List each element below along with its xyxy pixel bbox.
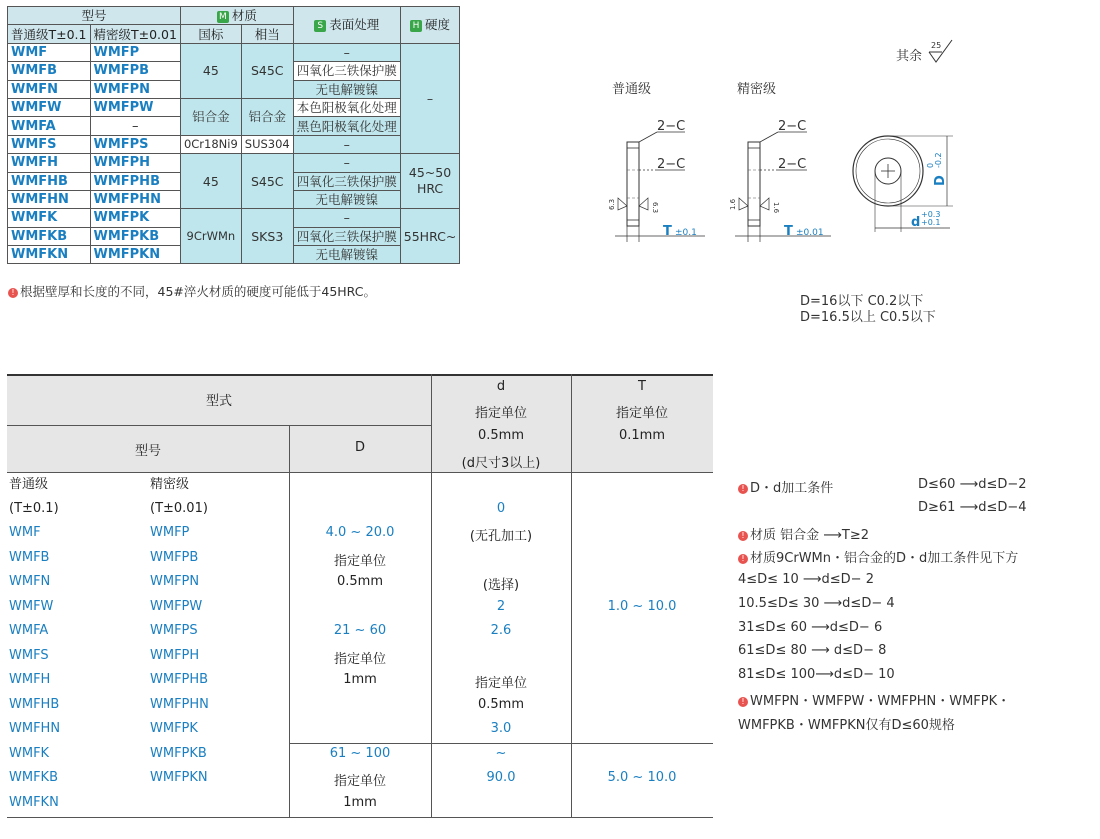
std-national-header: 国标 xyxy=(180,25,241,43)
material-equiv: SKS3 xyxy=(241,209,293,264)
D-unit: 指定单位 xyxy=(333,774,386,789)
D-unit: 指定单位 xyxy=(333,554,386,569)
material-equiv: S45C xyxy=(241,154,293,209)
svg-text:6.3: 6.3 xyxy=(608,198,616,210)
model-header: 型号 xyxy=(134,444,161,459)
order-precise-model: WMFPKN xyxy=(150,770,208,785)
order-precise-model: WMFPK xyxy=(150,721,198,736)
warning-icon: ! xyxy=(738,697,748,707)
material-equiv: S45C xyxy=(241,43,293,98)
order-normal-model: WMFN xyxy=(9,574,51,589)
order-normal-model: WMFS xyxy=(9,648,49,663)
spec-precise-model: WMFPH xyxy=(90,154,180,172)
order-precise-model: WMFPHN xyxy=(150,697,209,712)
d-unit-header: 指定单位 xyxy=(474,406,527,421)
order-normal-model: WMFB xyxy=(9,550,50,565)
surface-cell: 四氧化三铁保护膜 xyxy=(293,172,400,190)
svg-text:25: 25 xyxy=(931,41,942,50)
d-step: 0.5mm xyxy=(477,697,524,712)
spec-precise-model: WMFPK xyxy=(90,209,180,227)
svg-text:2−C: 2−C xyxy=(657,157,686,172)
material-header: M 材质 xyxy=(180,7,293,25)
warning-icon: ! xyxy=(8,288,18,298)
svg-text:d: d xyxy=(911,215,921,230)
T-range: 5.0 ~ 10.0 xyxy=(607,770,677,785)
surface-cell: 四氧化三铁保护膜 xyxy=(293,227,400,245)
order-normal-model: WMFA xyxy=(9,623,49,638)
material-condition-note: ! 材质9CrWMn・铝合金的D・d加工条件见下方 xyxy=(738,547,1018,566)
d-value: 2.6 xyxy=(490,623,512,638)
order-precise-model: WMFPS xyxy=(150,623,198,638)
T-unit-header: 指定单位 xyxy=(615,406,668,421)
order-normal-model: WMFKN xyxy=(9,795,59,810)
d-value: 3.0 xyxy=(490,721,512,736)
hardness-note: ! 根据壁厚和长度的不同，45#淬火材质的硬度可能低于45HRC。 xyxy=(8,282,376,300)
hardness-header: H 硬度 xyxy=(400,7,460,44)
warning-icon: ! xyxy=(738,484,748,494)
svg-text:0: 0 xyxy=(926,162,935,168)
svg-text:-0.2: -0.2 xyxy=(934,152,943,168)
material-badge-icon: M xyxy=(217,11,229,23)
material-national: 0Cr18Ni9 xyxy=(180,135,241,153)
order-precise-model: WMFPH xyxy=(150,648,200,663)
d-value: 0 xyxy=(496,501,506,516)
D-range: 61 ~ 100 xyxy=(329,746,391,761)
chamfer-condition-2: D=16.5以上 C0.5以下 xyxy=(800,310,936,325)
spec-precise-model: WMFPW xyxy=(90,98,180,116)
svg-text:2−C: 2−C xyxy=(778,119,807,134)
order-precise-model: WMFPW xyxy=(150,599,203,614)
d-step-header: 0.5mm xyxy=(477,428,524,443)
model-header: 型号 xyxy=(8,7,181,25)
std-equiv-header: 相当 xyxy=(241,25,293,43)
order-normal-model: WMFK xyxy=(9,746,50,761)
technical-drawing xyxy=(595,110,975,260)
spec-table xyxy=(7,6,460,264)
D-range: 21 ~ 60 xyxy=(333,623,387,638)
order-table xyxy=(7,374,713,818)
material-equiv: 铝合金 xyxy=(241,98,293,135)
surface-badge-icon: S xyxy=(314,20,326,32)
spec-normal-model: WMF xyxy=(8,43,91,61)
order-normal-model: WMFHN xyxy=(9,721,61,736)
hardness-badge-icon: H xyxy=(410,20,422,32)
normal-grade-header: 普通级T±0.1 xyxy=(8,25,91,43)
svg-text:+0.3: +0.3 xyxy=(921,210,941,219)
aluminum-note: ! 材质 铝合金 ⟶T≥2 xyxy=(738,524,869,543)
spec-precise-model: WMFPHB xyxy=(90,172,180,190)
spec-normal-model: WMFHN xyxy=(8,190,91,208)
spec-precise-model: WMFPKN xyxy=(90,246,180,264)
surface-cell: – xyxy=(293,209,400,227)
spec-precise-model: – xyxy=(90,117,180,135)
order-precise-model: WMFPKB xyxy=(150,746,207,761)
spec-precise-model: WMFPHN xyxy=(90,190,180,208)
spec-normal-model: WMFKB xyxy=(8,227,91,245)
condition-row: 61≤D≤ 80 ⟶ d≤D− 8 xyxy=(738,643,887,658)
D-range: 4.0 ~ 20.0 xyxy=(325,525,395,540)
material-national: 铝合金 xyxy=(180,98,241,135)
condition-row: 31≤D≤ 60 ⟶d≤D− 6 xyxy=(738,620,883,635)
condition-row: 81≤D≤ 100⟶d≤D− 10 xyxy=(738,667,895,682)
warning-icon: ! xyxy=(738,531,748,541)
precise-grade-label: 精密级 xyxy=(737,82,777,97)
material-national: 45 xyxy=(180,43,241,98)
d-note-header: (d尺寸3以上) xyxy=(461,456,541,471)
svg-text:±0.1: ±0.1 xyxy=(675,228,697,238)
order-normal-model: WMFHB xyxy=(9,697,60,712)
d-header: d xyxy=(496,379,506,394)
d-note: (选择) xyxy=(482,578,520,593)
size-limit-note-cont: WMFPKB・WMFPKN仅有D≤60规格 xyxy=(738,718,955,733)
spec-normal-model: WMFW xyxy=(8,98,91,116)
spec-normal-model: WMFKN xyxy=(8,246,91,264)
material-equiv: SUS304 xyxy=(241,135,293,153)
processing-condition-title: ! D・d加工条件 xyxy=(738,477,833,496)
size-limit-note: ! WMFPN・WMFPW・WMFPHN・WMFPK・ xyxy=(738,690,1010,709)
normal-grade-label: 普通级 xyxy=(612,82,652,97)
processing-condition-b: D≥61 ⟶d≤D−4 xyxy=(918,500,1027,515)
surface-cell: – xyxy=(293,43,400,61)
roughness-symbol-icon xyxy=(926,38,956,66)
D-header: D xyxy=(354,440,365,455)
svg-text:2−C: 2−C xyxy=(778,157,807,172)
D-step: 0.5mm xyxy=(336,574,383,589)
D-step: 1mm xyxy=(343,672,377,687)
D-unit: 指定单位 xyxy=(333,652,386,667)
hardness-cell: 45~50 HRC xyxy=(400,154,460,209)
order-precise-model: WMFPN xyxy=(150,574,200,589)
spec-normal-model: WMFA xyxy=(8,117,91,135)
surface-cell: 黑色阳极氧化处理 xyxy=(293,117,400,135)
order-normal-model: WMF xyxy=(9,525,41,540)
spec-precise-model: WMFPB xyxy=(90,62,180,80)
spec-normal-model: WMFB xyxy=(8,62,91,80)
svg-text:1.6: 1.6 xyxy=(729,198,737,210)
svg-text:±0.01: ±0.01 xyxy=(796,228,824,238)
order-normal-model: WMFKB xyxy=(9,770,58,785)
condition-row: 10.5≤D≤ 30 ⟶d≤D− 4 xyxy=(738,596,895,611)
condition-row: 4≤D≤ 10 ⟶d≤D− 2 xyxy=(738,572,874,587)
order-precise-model: WMFPHB xyxy=(150,672,209,687)
spec-normal-model: WMFS xyxy=(8,135,91,153)
surface-cell: 本色阳极氧化处理 xyxy=(293,98,400,116)
svg-text:2−C: 2−C xyxy=(657,119,686,134)
spec-precise-model: WMFPN xyxy=(90,80,180,98)
svg-text:1.6: 1.6 xyxy=(772,202,780,214)
svg-text:T: T xyxy=(784,224,793,239)
order-normal-model: WMFH xyxy=(9,672,51,687)
normal-grade-label: 普通级 xyxy=(9,477,49,492)
spec-normal-model: WMFHB xyxy=(8,172,91,190)
T-header: T xyxy=(638,379,646,394)
spec-normal-model: WMFN xyxy=(8,80,91,98)
T-step-header: 0.1mm xyxy=(618,428,665,443)
spec-precise-model: WMFPKB xyxy=(90,227,180,245)
spec-precise-model: WMFP xyxy=(90,43,180,61)
surface-cell: – xyxy=(293,154,400,172)
d-unit: 指定单位 xyxy=(474,676,527,691)
order-precise-model: WMFP xyxy=(150,525,190,540)
d-value: 2 xyxy=(496,599,506,614)
d-value: ~ xyxy=(495,746,507,761)
material-national: 9CrWMn xyxy=(180,209,241,264)
precise-grade-header: 精密级T±0.01 xyxy=(90,25,180,43)
spec-normal-model: WMFH xyxy=(8,154,91,172)
surface-cell: 四氧化三铁保护膜 xyxy=(293,62,400,80)
svg-text:D: D xyxy=(933,175,948,186)
precise-grade-tol: (T±0.01) xyxy=(150,501,208,516)
surface-cell: 无电解镀镍 xyxy=(293,190,400,208)
svg-text:6.3: 6.3 xyxy=(651,202,659,214)
normal-grade-tol: (T±0.1) xyxy=(9,501,59,516)
chamfer-condition-1: D=16以下 C0.2以下 xyxy=(800,294,924,309)
surface-cell: 无电解镀镍 xyxy=(293,80,400,98)
surface-cell: – xyxy=(293,135,400,153)
precise-side-view xyxy=(729,119,831,242)
precise-grade-label: 精密级 xyxy=(150,477,190,492)
warning-icon: ! xyxy=(738,554,748,564)
d-value: 90.0 xyxy=(486,770,516,785)
order-normal-model: WMFW xyxy=(9,599,54,614)
material-national: 45 xyxy=(180,154,241,209)
front-view xyxy=(853,136,953,232)
svg-text:T: T xyxy=(663,224,672,239)
T-range: 1.0 ~ 10.0 xyxy=(607,599,677,614)
rest-roughness-label: 其余 xyxy=(896,49,923,64)
hardness-cell: – xyxy=(400,43,460,153)
normal-side-view xyxy=(608,119,705,242)
d-note: (无孔加工) xyxy=(469,529,533,544)
type-header: 型式 xyxy=(205,394,232,409)
D-step: 1mm xyxy=(343,795,377,810)
hardness-cell: 55HRC~ xyxy=(400,209,460,264)
processing-condition-a: D≤60 ⟶d≤D−2 xyxy=(918,477,1027,492)
spec-normal-model: WMFK xyxy=(8,209,91,227)
svg-text:+0.1: +0.1 xyxy=(921,218,941,227)
surface-cell: 无电解镀镍 xyxy=(293,246,400,264)
surface-header: S 表面处理 xyxy=(293,7,400,44)
spec-precise-model: WMFPS xyxy=(90,135,180,153)
order-precise-model: WMFPB xyxy=(150,550,199,565)
